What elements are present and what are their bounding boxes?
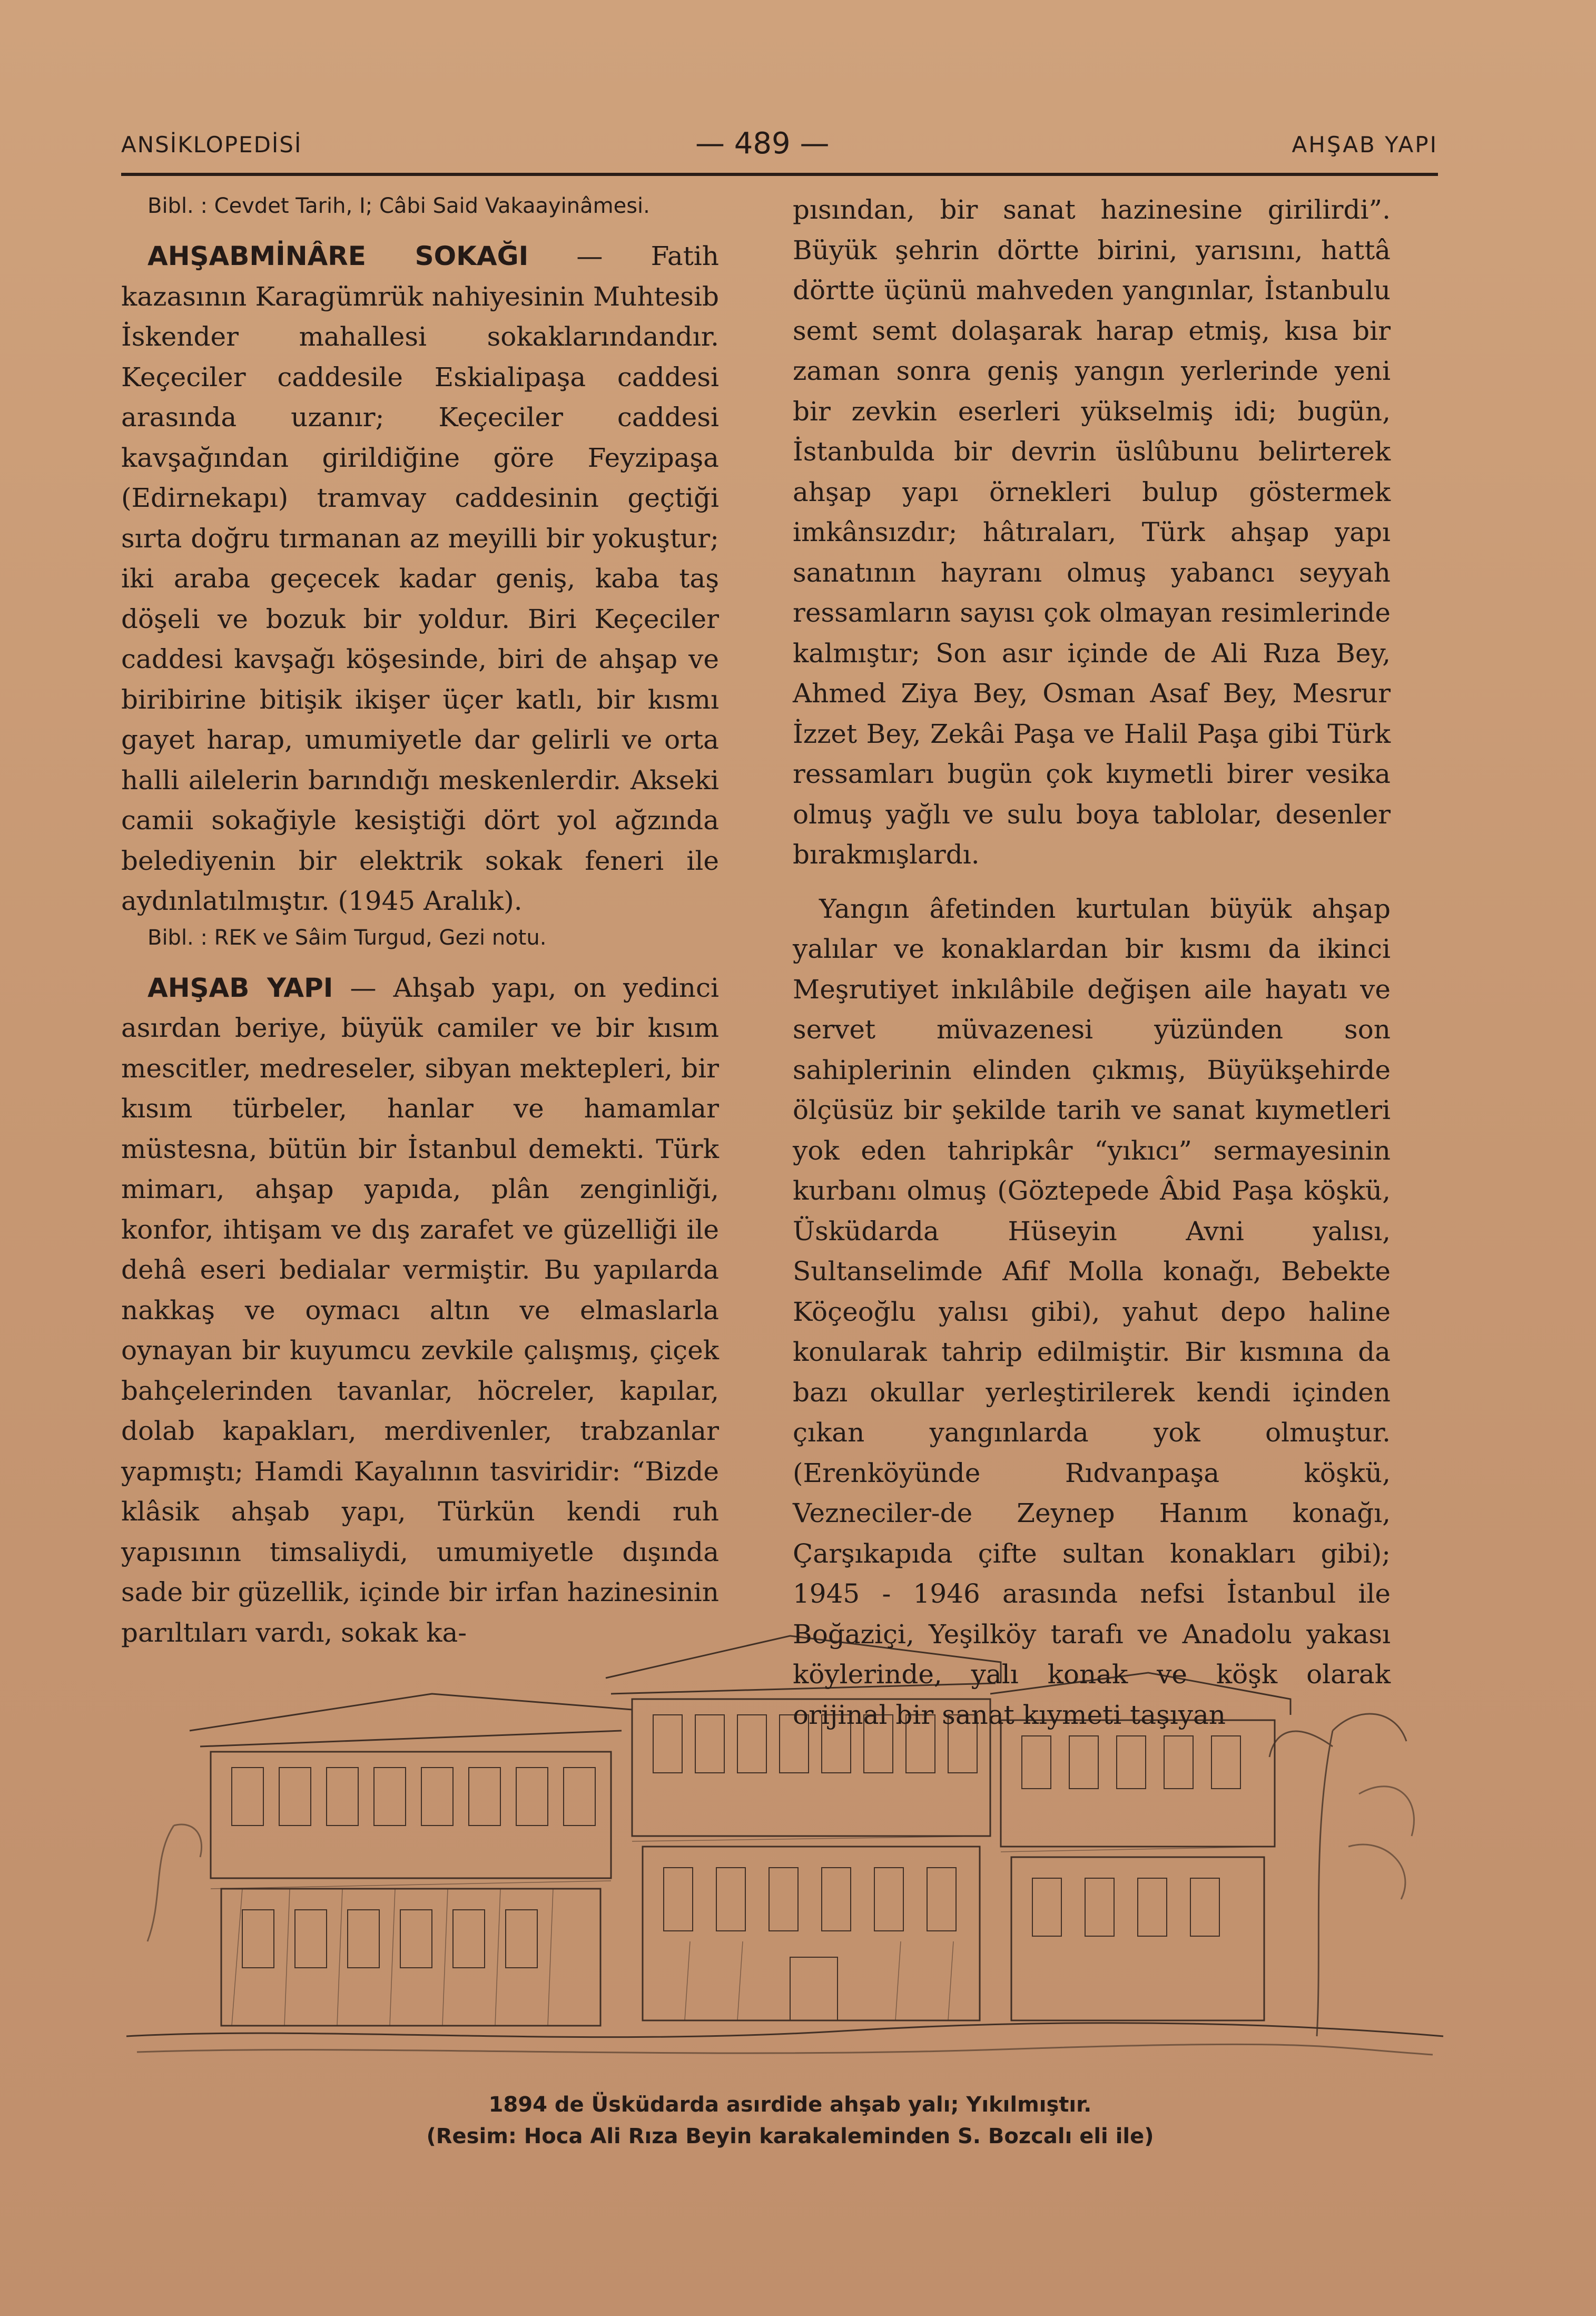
entry-paragraph <box>121 968 719 1653</box>
caption-line: 1894 de Üsküdarda asırdide ahşab yalı; Yıkılmıştır. <box>488 2093 1092 2117</box>
entry-paragraph <box>121 236 719 921</box>
right-column <box>793 190 1391 1735</box>
entry-text: — Ahşab yapı, on yedinci asırdan beriye, büyük camiler ve bir kısım mescitler, medreseler, sibyan mektepleri, bir kısım türbeler, hanlar ve hamamlar müstesna, bütün bir İstanbul demekti. Türk mimarı, ahşap yapıda, plân zenginliği, konfor, ihtişam ve dış zarafet ve güzelliği ile dehâ eseri bedialar vermiştir. Bu yapılarda nakkaş ve oymacı altın ve elmaslarla oynayan bir kuyumcu zevkile çalışmış, çiçek bahçelerinden tavanlar, höcreler, kapılar, dolab kapakları, merdivenler, trabzanlar yapmıştı; Hamdi Kayalının tasviridir: “Bizde klâsik ahşab yapı, Türkün kendi ruh yapısının timsaliydi, umumiyetle dışında sade bir güzellik, içinde bir irfan hazinesinin parıltıları vardı, sokak ka- <box>121 972 719 1648</box>
entry-title: AHŞAB YAPI <box>147 972 333 1003</box>
figure-caption <box>158 2089 1422 2152</box>
running-header <box>121 126 1438 163</box>
body-paragraph: pısından, bir sanat hazinesine girilirdi”. Büyük şehrin dörtte birini, yarısını, hattâ dörtte üçünü mahveden yangınlar, İstanbulu semt semt dolaşarak harap etmiş, kısa bir zaman sonra geniş yangın yerlerinde yeni bir zevkin eserleri yükselmiş idi; bugün, İstanbulda bir devrin üslûbunu belirterek ahşap yapı örnekleri bulup göstermek imkânsızdır; hâtıraları, Türk ahşap yapı sanatının hayranı olmuş yabancı seyyah ressamların sayısı çok olmayan resimlerinde kalmıştır; Son asır içinde de Ali Rıza Bey, Ahmed Ziya Bey, Osman Asaf Bey, Mesrur İzzet Bey, Zekâi Paşa ve Halil Paşa gibi Türk ressamları bugün çok kıymetli birer vesika olmuş yağlı ve sulu boya tablolar, desenler bırakmışlardı. <box>793 194 1391 870</box>
wooden-house-drawing <box>105 1573 1459 2073</box>
bibliography: Bibl. : REK ve Sâim Turgud, Gezi notu. <box>147 925 547 950</box>
entry-title: AHŞABMİNÂRE SOKAĞI <box>147 241 529 271</box>
bibliography: Bibl. : Cevdet Tarih, I; Câbi Said Vakaayinâmesi. <box>147 194 650 218</box>
caption-line: (Resim: Hoca Ali Rıza Beyin karakaleminden S. Bozcalı eli ile) <box>426 2124 1154 2148</box>
header-rule <box>121 173 1438 176</box>
header-right: AHŞAB YAPI <box>1292 132 1438 158</box>
body-paragraph: Yangın âfetinden kurtulan büyük ahşap yalılar ve konaklardan bir kısmı da ikinci Meşrutiyet inkılâbile değişen aile hayatı ve servet müvazenesi yüzünden son sahiplerinin elinden çıkmış, Büyükşehirde ölçüsüz bir şekilde tarih ve sanat kıymetleri yok eden tahripkâr “yıkıcı” sermayesinin kurbanı olmuş (Göztepede Âbid Paşa köşkü, Üsküdarda Hüseyin Avni yalısı, Sultanselimde Afif Molla konağı, Bebekte Köçeoğlu yalısı gibi), yahut depo haline konularak tahrip edilmiştir. Bir kısmına da bazı okullar yerleştirilerek kendi içinden çıkan yangınlarda yok olmuştur. (Erenköyünde Rıdvanpaşa köşkü, Vezneciler-de Zeynep Hanım konağı, Çarşıkapıda çifte sultan konakları gibi); 1945 - 1946 arasında nefsi İstanbul ile Boğaziçi, Yeşilköy tarafı ve Anadolu yakası köylerinde, yalı konak ve köşk olarak orijinal bir sanat kıymeti taşıyan <box>793 893 1391 1730</box>
header-left: ANSİKLOPEDİSİ <box>121 132 302 158</box>
sketch-lines <box>126 1636 1443 2055</box>
entry-text: — Fatih kazasının Karagümrük nahiyesinin Muhtesib İskender mahallesi sokaklarındandır. Keçeciler caddesile Eskialipaşa caddesi arasında uzanır; Keçeciler caddesi kavşağından girildiğine göre Feyzipaşa (Edirnekapı) tramvay caddesinin geçtiği sırta doğru tırmanan az meyilli bir yokuştur; iki araba geçecek kadar geniş, kaba taş döşeli ve bozuk bir yoldur. Biri Keçeciler caddesi kavşağı köşesinde, biri de ahşap ve biribirine bitişik ikişer üçer katlı, bir kısmı gayet harap, umumiyetle dar gelirli ve orta halli ailelerin barındığı meskenlerdir. Akseki camii sokağiyle kesiştiği dört yol ağzında belediyenin bir elektrik sokak feneri ile aydınlatılmıştır. (1945 Aralık). <box>121 241 719 916</box>
page-number: — 489 — <box>695 126 830 161</box>
left-column <box>121 190 719 1653</box>
